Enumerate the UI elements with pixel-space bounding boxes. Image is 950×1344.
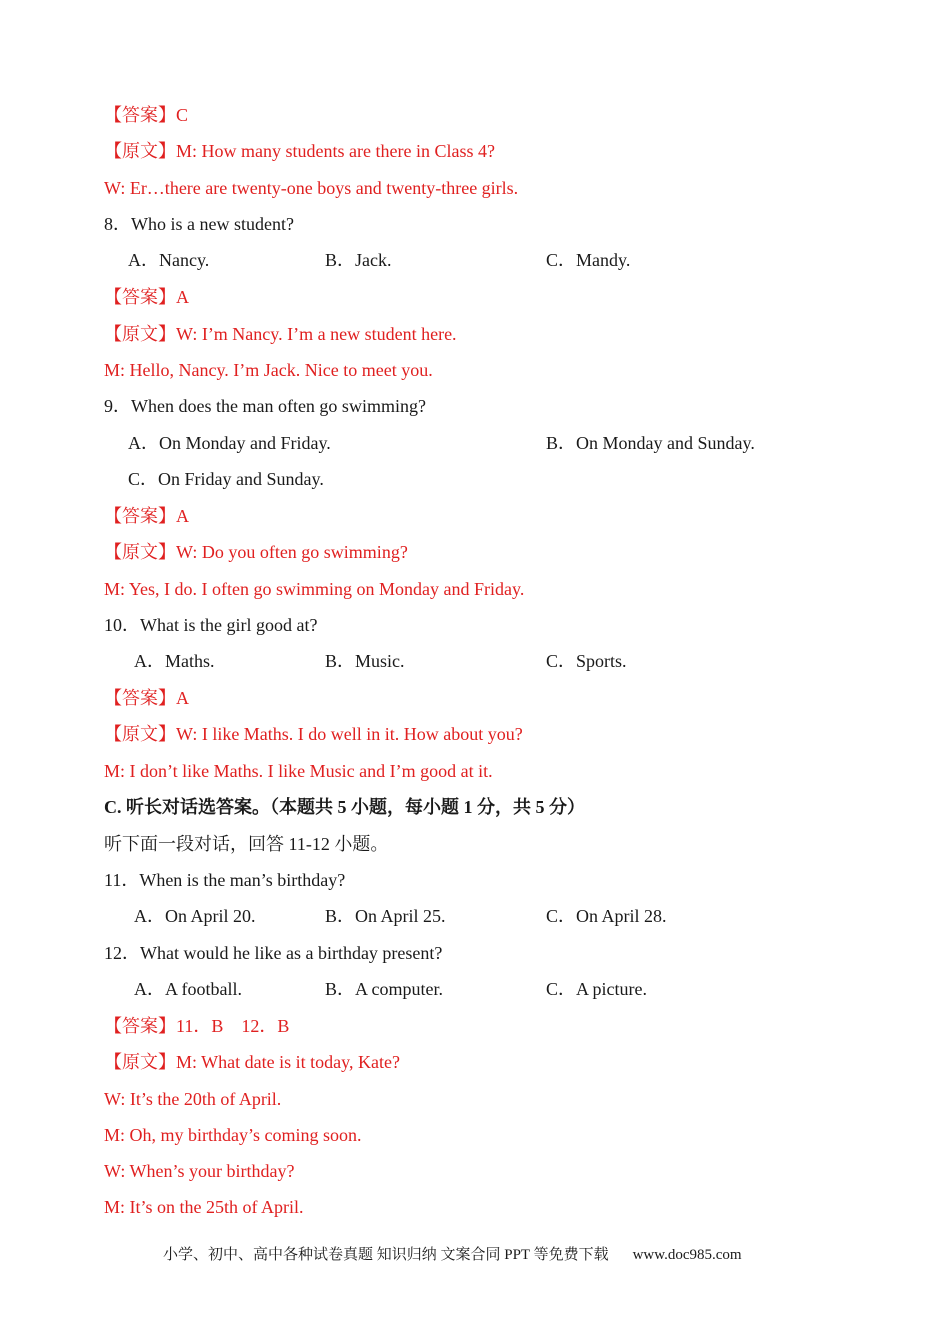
answer-7: 【答案】C: [104, 105, 189, 125]
question-9: 9．When does the man often go swimming?: [104, 396, 426, 416]
question-10: 10．What is the girl good at?: [104, 615, 318, 635]
footer-url[interactable]: www.doc985.com: [632, 1247, 742, 1263]
q11-option-c: C．On April 28.: [546, 906, 667, 926]
answer-8: 【答案】A: [104, 287, 189, 307]
question-8: 8．Who is a new student?: [104, 214, 294, 234]
q12-option-b: B．A computer.: [325, 979, 443, 999]
q9-option-a: A．On Monday and Friday.: [128, 433, 331, 453]
q8-option-a: A．Nancy.: [128, 250, 210, 270]
transcript-9-line-1: 【原文】W: Do you often go swimming?: [104, 542, 408, 562]
section-c-instruction: 听下面一段对话，回答 11-12 小题。: [104, 834, 389, 854]
transcript-9-line-2: M: Yes, I do. I often go swimming on Monday and Friday.: [104, 579, 525, 599]
q9-option-b: B．On Monday and Sunday.: [546, 433, 755, 453]
q9-option-c: C．On Friday and Sunday.: [128, 469, 324, 489]
question-12: 12．What would he like as a birthday present?: [104, 943, 443, 963]
page-footer: [163, 1245, 742, 1265]
transcript-8-line-1: 【原文】W: I’m Nancy. I’m a new student here.: [104, 324, 457, 344]
q12-option-c: C．A picture.: [546, 979, 647, 999]
q12-option-a: A．A football.: [134, 979, 242, 999]
q11-option-a: A．On April 20.: [134, 906, 256, 926]
transcript-10-line-2: M: I don’t like Maths. I like Music and I’m good at it.: [104, 761, 493, 781]
section-c-heading: C. 听长对话选答案。（本题共 5 小题，每小题 1 分，共 5 分）: [104, 797, 585, 817]
transcript-11-12-line-1: 【原文】M: What date is it today, Kate?: [104, 1052, 400, 1072]
transcript-7-line-2: W: Er…there are twenty-one boys and twenty-three girls.: [104, 178, 519, 198]
transcript-10-line-1: 【原文】W: I like Maths. I do well in it. How about you?: [104, 724, 523, 744]
footer-text: 小学、初中、高中各种试卷真题 知识归纳 文案合同 PPT 等免费下载: [163, 1247, 609, 1263]
q10-option-c: C．Sports.: [546, 651, 627, 671]
answer-11-12: 【答案】11．B 12．B: [104, 1016, 290, 1036]
transcript-11-12-line-5: M: It’s on the 25th of April.: [104, 1197, 304, 1217]
question-11: 11．When is the man’s birthday?: [104, 870, 346, 890]
answer-9: 【答案】A: [104, 506, 189, 526]
answer-10: 【答案】A: [104, 688, 189, 708]
transcript-7-line-1: 【原文】M: How many students are there in Class 4?: [104, 141, 495, 161]
q10-option-b: B．Music.: [325, 651, 405, 671]
q8-option-c: C．Mandy.: [546, 250, 631, 270]
transcript-11-12-line-3: M: Oh, my birthday’s coming soon.: [104, 1125, 362, 1145]
q10-option-a: A．Maths.: [134, 651, 215, 671]
q11-option-b: B．On April 25.: [325, 906, 446, 926]
q8-option-b: B．Jack.: [325, 250, 392, 270]
transcript-8-line-2: M: Hello, Nancy. I’m Jack. Nice to meet you.: [104, 360, 433, 380]
transcript-11-12-line-4: W: When’s your birthday?: [104, 1161, 295, 1181]
transcript-11-12-line-2: W: It’s the 20th of April.: [104, 1089, 282, 1109]
